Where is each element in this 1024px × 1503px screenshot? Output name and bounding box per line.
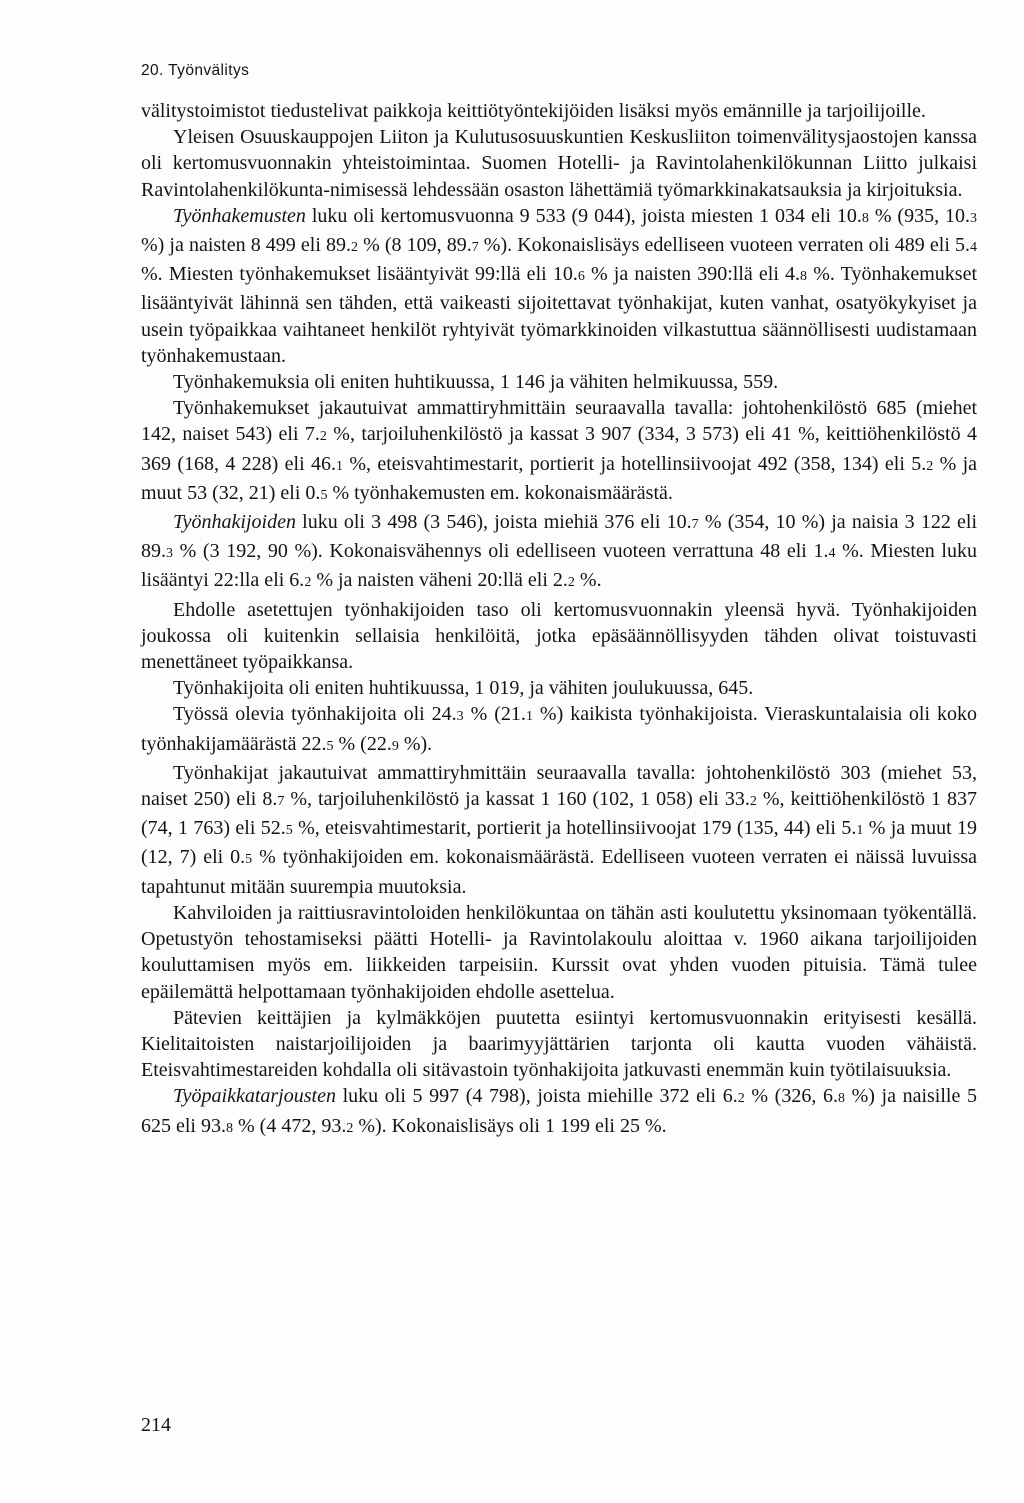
- text-run: 2: [749, 794, 757, 810]
- text-run: Työnhakemuksia oli eniten huhtikuussa, 1 146 ja vähiten helmikuussa, 559.: [173, 371, 779, 394]
- text-run: % työnhakemusten em. kokonaismäärästä.: [327, 481, 673, 504]
- text-run: 2: [350, 240, 358, 256]
- paragraph: [141, 203, 977, 369]
- text-run: 9: [391, 738, 399, 754]
- text-run: %. Miesten luku lisääntyi 22:lla eli 6.: [141, 540, 977, 592]
- text-run: %. Miesten työnhakemukset lisääntyivät 99:llä eli 10.: [141, 263, 578, 286]
- text-run: 3: [970, 210, 978, 226]
- text-run: 3: [166, 546, 173, 562]
- paragraph: [141, 98, 977, 124]
- text-run: Kahviloiden ja raittiusravintoloiden henkilökuntaa on tähän asti koulutettu yksinomaan työkentällä. Opetustyön tehostamiseksi päätti Hotelli- ja Ravintolakoulu aloittaa v. 1960 aikana tarjoilijoiden kouluttamisen myös em. liikkeiden tarpeisiin. Kurssit ovat yhden vuoden pituisia. Tämä tulee epäilemättä helpottamaan työnhakijoiden ehdolle asettelua.: [141, 901, 977, 1003]
- text-run: 7: [277, 794, 285, 810]
- text-run: 1: [336, 458, 343, 474]
- text-run: %. Työnhakemukset lisääntyivät lähinnä sen tähden, että vaikeasti sijoitettavat työnhakijat, kuten vanhat, osatyökykyiset ja usein työpaikkaa vaihtaneet henkilöt ryhtyivät työmarkkinoiden vilkastuttua säännöllisesti uudistamaan työnhakemustaan.: [141, 263, 977, 367]
- paragraph: [141, 395, 977, 509]
- text-run: % (8 109, 89.: [357, 234, 472, 257]
- text-run: 2: [304, 575, 312, 591]
- text-run: % (935, 10.: [868, 204, 971, 227]
- paragraph: [141, 509, 977, 597]
- text-run: %, eteisvahtimestarit, portierit ja hotellinsiivoojat 179 (135, 44) eli 5.: [292, 817, 857, 840]
- text-run: %, tarjoiluhenkilöstö ja kassat 1 160 (102, 1 058) eli 33.: [284, 788, 750, 811]
- text-run: Pätevien keittäjien ja kylmäkköjen puutetta esiintyi kertomusvuonnakin erityisesti kesällä. Kielitaitoisten naistarjoilijoiden ja baarimyyjättärien tarjonta oli kautta vuoden vähäistä. Eteisvahtimestareiden kohdalla oli sitävastoin työnhakijoita jatkuvasti enemmän kuin työtilaisuuksia.: [141, 1006, 977, 1082]
- paragraph: [141, 597, 977, 676]
- text-run: 5: [320, 487, 328, 503]
- text-run: %, eteisvahtimestarit, portierit ja hotellinsiivoojat 492 (358, 134) eli 5.: [343, 452, 927, 475]
- text-run: välitystoimistot tiedustelivat paikkoja keittiötyöntekijöiden lisäksi myös emännille ja tarjoilijoille.: [141, 100, 926, 122]
- paragraph: [141, 760, 977, 900]
- italic-term: Työnhakemusten: [173, 204, 306, 227]
- paragraph: [141, 675, 977, 701]
- paragraph: [141, 124, 977, 203]
- text-run: %) ja naisille 5 625 eli 93.: [141, 1085, 977, 1137]
- text-run: %).: [398, 732, 433, 755]
- text-run: % ja muut 19 (12, 7) eli 0.: [141, 817, 977, 869]
- text-run: 6: [577, 269, 585, 285]
- text-run: 7: [691, 517, 699, 533]
- body-text: [141, 98, 977, 1142]
- text-run: % (354, 10 %) ja naisia 3 122 eli 89.: [141, 511, 978, 563]
- page-number: 214: [141, 1414, 171, 1436]
- text-run: Ehdolle asetettujen työnhakijoiden taso oli kertomusvuonnakin yleensä hyvä. Työnhakijoiden joukossa oli kuitenkin sellaisia henkilöitä, jotka epäsäännöllisyyden tähden olivat toistuvasti menettäneet työpaikkansa.: [141, 598, 977, 674]
- text-run: 1: [525, 709, 533, 725]
- text-run: 5: [326, 738, 334, 754]
- text-run: 8: [800, 269, 808, 285]
- text-run: %, tarjoiluhenkilöstö ja kassat 3 907 (334, 3 573) eli 41 %, keittiöhenkilöstö 4 369 (168, 4 228) eli 46.: [141, 423, 977, 475]
- paragraph: [141, 701, 977, 759]
- text-run: luku oli kertomusvuonna 9 533 (9 044), joista miesten 1 034 eli 10.: [305, 204, 862, 227]
- text-run: %, keittiöhenkilöstö 1 837 (74, 1 763) eli 52.: [141, 788, 978, 840]
- text-run: 2: [737, 1091, 745, 1107]
- running-header: 20. Työnvälitys: [141, 62, 250, 79]
- text-run: 4: [970, 240, 977, 256]
- text-run: % (4 472, 93.: [233, 1114, 347, 1137]
- text-run: % (3 192, 90 %). Kokonaisvähennys oli edelliseen vuoteen verrattuna 48 eli 1.: [173, 540, 829, 563]
- text-run: % ja naisten 390:llä eli 4.: [584, 263, 801, 286]
- text-run: % ja naisten väheni 20:llä eli 2.: [311, 569, 568, 592]
- text-run: %). Kokonaislisäys oli 1 199 eli 25 %.: [353, 1114, 667, 1137]
- text-run: %) kaikista työnhakijoista. Vieraskuntalaisia oli koko työnhakijamäärästä 22.: [141, 703, 977, 755]
- text-run: %). Kokonaislisäys edelliseen vuoteen verraten oli 489 eli 5.: [478, 234, 970, 257]
- text-run: %.: [574, 569, 602, 592]
- italic-term: Työpaikkatarjousten: [173, 1085, 336, 1108]
- text-run: 8: [226, 1120, 233, 1136]
- text-run: Työnhakijoita oli eniten huhtikuussa, 1 019, ja vähiten joulukuussa, 645.: [173, 677, 754, 700]
- text-run: 2: [926, 458, 934, 474]
- text-run: 5: [245, 852, 253, 868]
- text-run: 7: [471, 240, 479, 256]
- text-run: 2: [319, 429, 327, 445]
- text-run: Työnhakijat jakautuivat ammattiryhmittäin seuraavalla tavalla: johtohenkilöstö 303 (miehet 53, naiset 250) eli 8.: [141, 761, 977, 811]
- text-run: luku oli 3 498 (3 546), joista miehiä 376 eli 10.: [295, 511, 692, 534]
- text-run: %) ja naisten 8 499 eli 89.: [141, 234, 351, 257]
- paragraph: [141, 900, 977, 1005]
- text-run: 2: [567, 575, 575, 591]
- text-run: 2: [346, 1120, 354, 1136]
- text-run: Työssä olevia työnhakijoita oli 24.: [173, 703, 457, 726]
- text-run: % työnhakijoiden em. kokonaismäärästä. Edelliseen vuoteen verraten ei näissä luvuissa tapahtunut mitään suurempia muutoksia.: [141, 846, 978, 898]
- text-run: % (326, 6.: [744, 1085, 838, 1108]
- paragraph: [141, 369, 977, 395]
- paragraph: [141, 1005, 977, 1084]
- text-run: 1: [856, 823, 864, 839]
- text-run: % (22.: [333, 732, 392, 755]
- text-run: % (21.: [463, 703, 526, 726]
- paragraph: [141, 1083, 977, 1141]
- text-run: 5: [285, 823, 293, 839]
- text-run: Yleisen Osuuskauppojen Liiton ja Kulutusosuuskuntien Keskusliiton toimenvälitysjaostojen kanssa oli kertomusvuonnakin yhteistoimintaa. Suomen Hotelli- ja Ravintolahenkilökunnan Liitto julkaisi Ravintolahenkilökunta-nimisessä lehdessään osaston lähettämiä työmarkkinakatsauksia ja kirjoituksia.: [141, 126, 977, 201]
- text-run: Työnhakemukset jakautuivat ammattiryhmittäin seuraavalla tavalla: johtohenkilöstö 685 (miehet 142, naiset 543) eli 7.: [141, 397, 977, 446]
- text-run: % ja muut 53 (32, 21) eli 0.: [141, 452, 978, 504]
- text-run: 8: [861, 210, 869, 226]
- text-run: 3: [456, 709, 464, 725]
- italic-term: Työnhakijoiden: [173, 511, 296, 534]
- text-run: 8: [837, 1091, 845, 1107]
- text-run: 4: [828, 546, 836, 562]
- text-run: luku oli 5 997 (4 798), joista miehille 372 eli 6.: [335, 1085, 738, 1108]
